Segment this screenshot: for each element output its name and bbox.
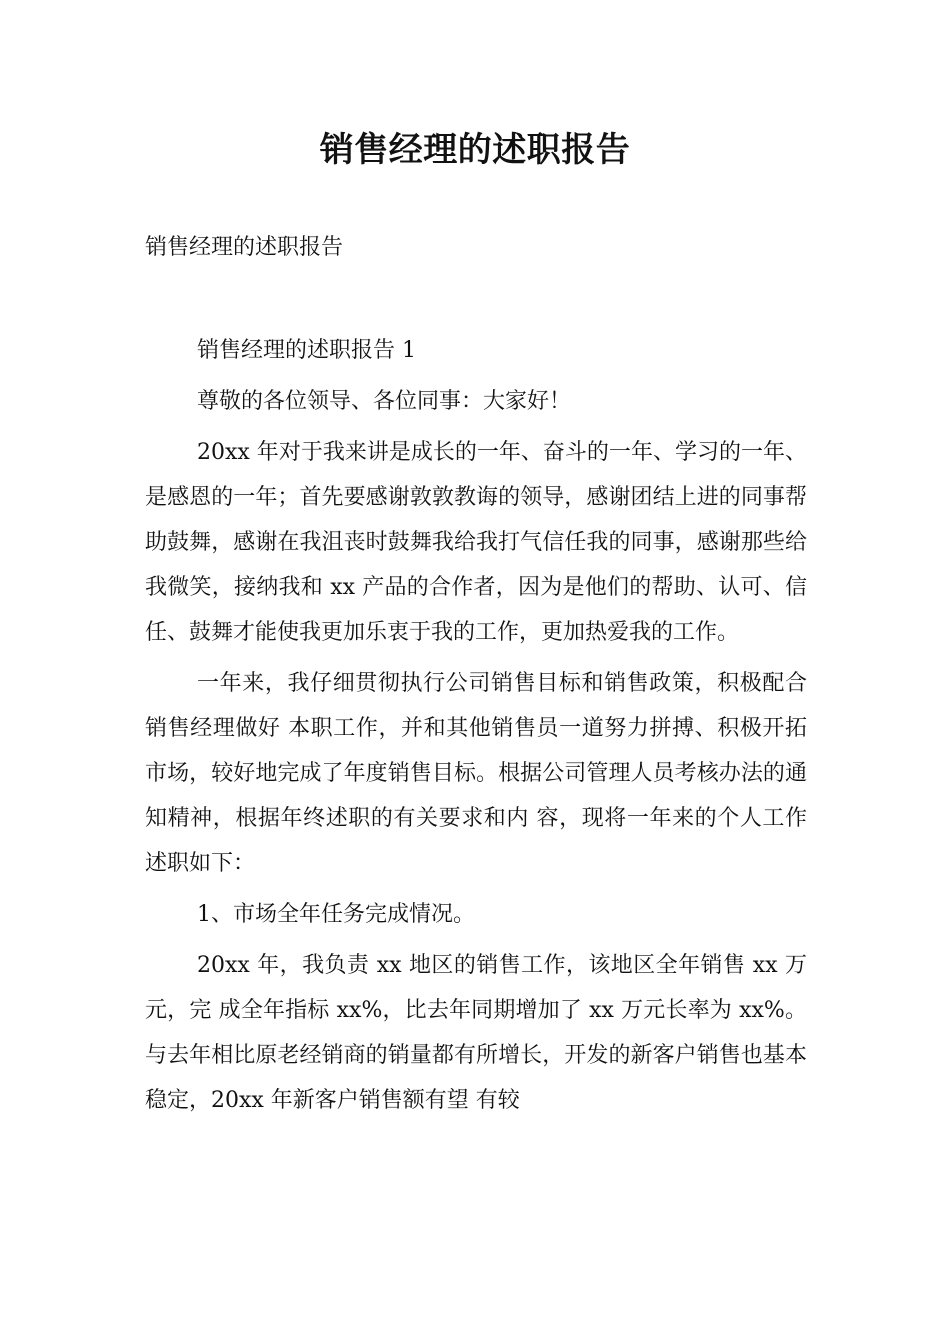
section-heading: 销售经理的述职报告 1	[197, 338, 416, 363]
document-subtitle: 销售经理的述职报告	[145, 235, 344, 260]
body-paragraph: 20xx 年对于我来讲是成长的一年、奋斗的一年、学习的一年、是感恩的一年；首先要感谢敦敦教诲的领导，感谢团结上进的同事帮助鼓舞，感谢在我沮丧时鼓舞我给我打气信任我的同事，感谢那些给我微笑，接纳我和 xx 产品的合作者，因为是他们的帮助、认可、信任、鼓舞才能使我更加乐衷于我的工作，更加热爱我的工作。	[145, 440, 807, 645]
list-item-heading: 1、市场全年任务完成情况。	[197, 902, 475, 927]
document-body	[145, 328, 807, 1129]
greeting-paragraph: 尊敬的各位领导、各位同事：大家好！	[197, 389, 572, 414]
body-paragraph: 20xx 年，我负责 xx 地区的销售工作，该地区全年销售 xx 万元，完 成全年指标 xx%，比去年同期增加了 xx 万元长率为 xx%。与去年相比原老经销商的销量都有所增长，开发的新客户销售也基本稳定，20xx 年新客户销售额有望 有较	[145, 953, 807, 1113]
body-paragraph: 一年来，我仔细贯彻执行公司销售目标和销售政策，积极配合销售经理做好 本职工作，并和其他销售员一道努力拼搏、积极开拓市场，较好地完成了年度销售目标。根据公司管理人员考核办法的通知精神，根据年终述职的有关要求和内 容，现将一年来的个人工作述职如下：	[145, 671, 807, 876]
document-title: 销售经理的述职报告	[319, 130, 631, 170]
